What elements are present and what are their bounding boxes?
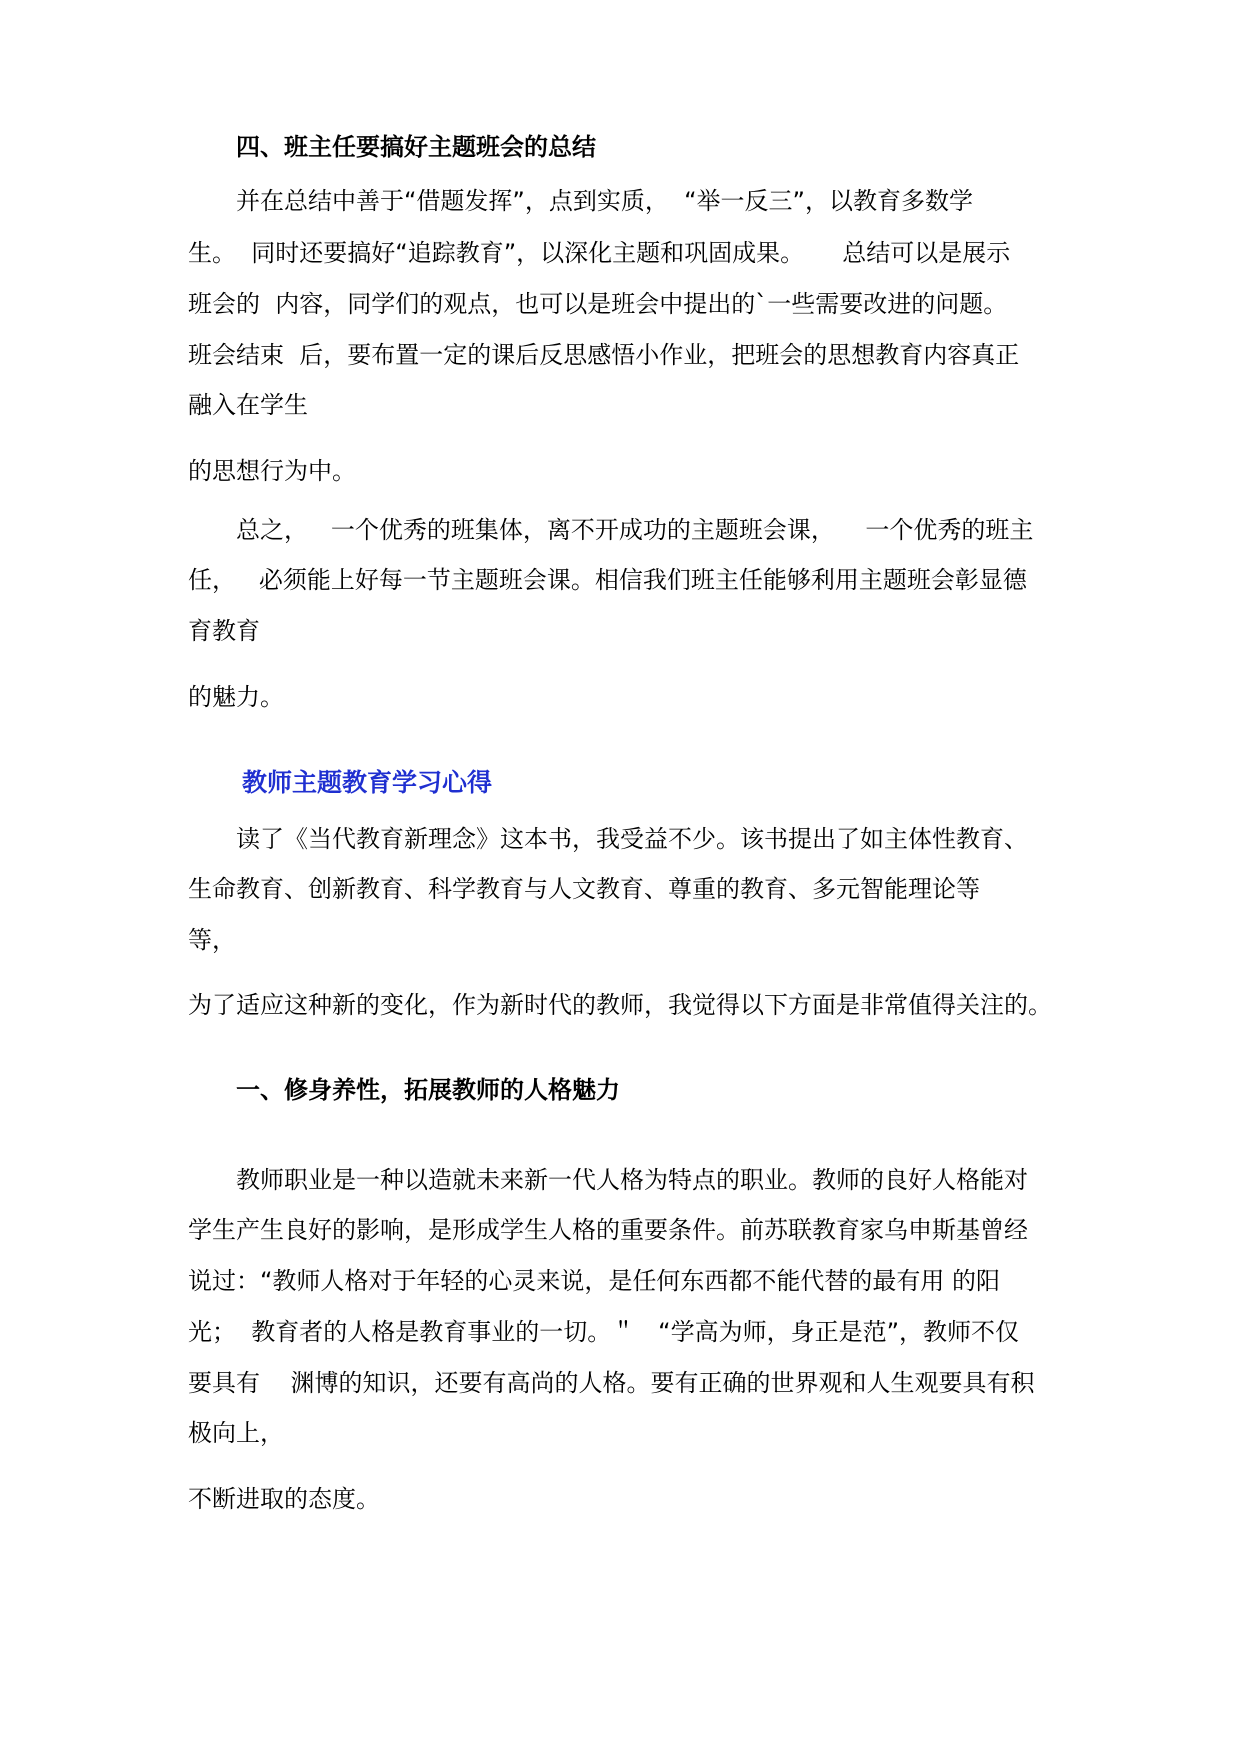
paragraph-line: 不断进取的态度。 [188,1485,380,1513]
paragraph-line: 班会的 内容，同学们的观点，也可以是班会中提出的`一些需要改进的问题。 [188,290,1008,318]
paragraph-line: 光； 教育者的人格是教育事业的一切。＂ “学高为师，身正是范”，教师不仅 [188,1318,1020,1346]
paragraph-line: 的魅力。 [188,683,284,711]
paragraph-line: 总之， 一个优秀的班集体，离不开成功的主题班会课， 一个优秀的班主 [236,516,1034,544]
article-title: 教师主题教育学习心得 [242,768,493,797]
paragraph-line: 育教育 [188,617,260,645]
paragraph-line: 极向上， [188,1419,284,1447]
paragraph-line: 读了《当代教育新理念》这本书，我受益不少。该书提出了如主体性教育、 [236,825,1028,853]
paragraph-line: 说过：“教师人格对于年轻的心灵来说，是任何东西都不能代替的最有用 的阳 [188,1267,1001,1295]
section-heading-4: 四、班主任要搞好主题班会的总结 [236,133,596,161]
paragraph-line: 等， [188,926,236,954]
paragraph-line: 融入在学生 [188,391,308,419]
section-heading-1: 一、修身养性，拓展教师的人格魅力 [236,1076,620,1104]
paragraph-line: 生。 同时还要搞好“追踪教育”，以深化主题和巩固成果。 总结可以是展示 [188,239,1011,267]
paragraph-line: 教师职业是一种以造就未来新一代人格为特点的职业。教师的良好人格能对 [236,1166,1028,1194]
paragraph-line: 班会结束 后，要布置一定的课后反思感悟小作业，把班会的思想教育内容真正 [188,341,1020,369]
paragraph-line: 任， 必须能上好每一节主题班会课。相信我们班主任能够利用主题班会彰显德 [188,566,1027,594]
paragraph-line: 为了适应这种新的变化，作为新时代的教师，我觉得以下方面是非常值得关注的。 [188,991,1052,1019]
paragraph-line: 并在总结中善于“借题发挥”，点到实质， “举一反三”，以教育多数学 [236,187,973,215]
paragraph-line: 的思想行为中。 [188,457,356,485]
paragraph-line: 生命教育、创新教育、科学教育与人文教育、尊重的教育、多元智能理论等 [188,875,980,903]
paragraph-line: 要具有 渊博的知识，还要有高尚的人格。要有正确的世界观和人生观要具有积 [188,1369,1035,1397]
paragraph-line: 学生产生良好的影响，是形成学生人格的重要条件。前苏联教育家乌申斯基曾经 [188,1216,1028,1244]
